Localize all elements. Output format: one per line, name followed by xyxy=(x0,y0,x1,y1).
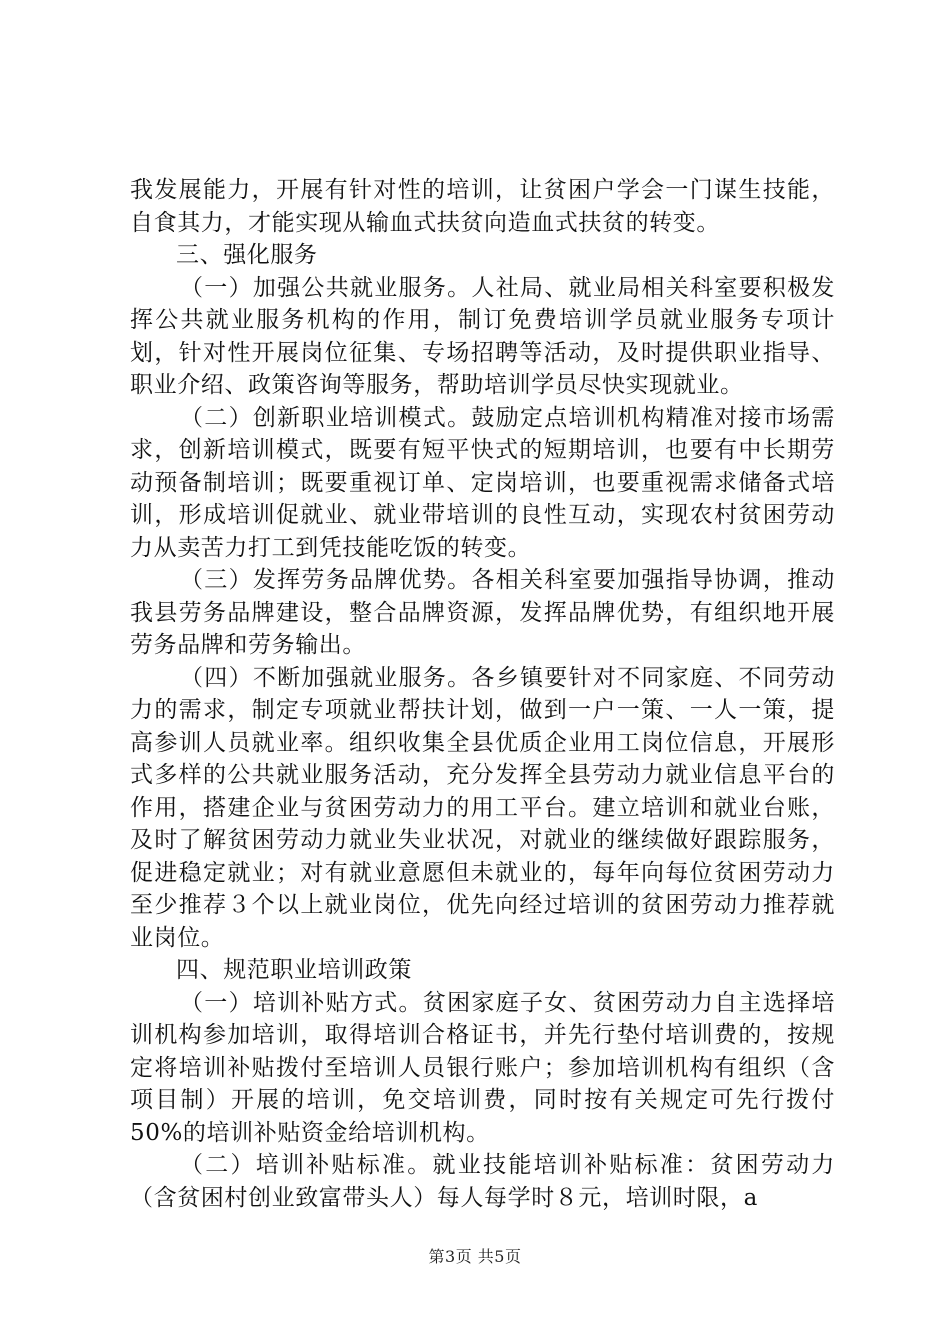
section-heading-3: 三、强化服务 xyxy=(176,242,318,268)
paragraph-item: （三）发挥劳务品牌优势。各相关科室要加强指导协调，推动我县劳务品牌建设，整合品牌资源，发挥品牌优势，有组织地开展劳务品牌和劳务输出。 xyxy=(130,567,835,658)
page-footer: 第3页 共5页 xyxy=(428,1247,522,1266)
paragraph-item: （一）培训补贴方式。贫困家庭子女、贫困劳动力自主选择培训机构参加培训，取得培训合格证书，并先行垫付培训费的，按规定将培训补贴拨付至培训人员银行账户；参加培训机构有组织（含项目制）开展的培训，免交培训费，同时按有关规定可先行拨付50%的培训补贴资金给培训机构。 xyxy=(130,989,835,1146)
document-body xyxy=(130,174,835,1214)
paragraph-item: （二）创新职业培训模式。鼓励定点培训机构精准对接市场需求，创新培训模式，既要有短平快式的短期培训，也要有中长期劳动预备制培训；既要重视订单、定岗培训，也要重视需求储备式培训，形成培训促就业、就业带培训的良性互动，实现农村贫困劳动力从卖苦力打工到凭技能吃饭的转变。 xyxy=(130,404,835,561)
paragraph-item: （二）培训补贴标准。就业技能培训补贴标准：贫困劳动力（含贫困村创业致富带头人）每人每学时８元，培训时限，a xyxy=(130,1152,835,1211)
paragraph-continuation: 我发展能力，开展有针对性的培训，让贫困户学会一门谋生技能，自食其力，才能实现从输血式扶贫向造血式扶贫的转变。 xyxy=(130,177,835,236)
paragraph-item: （一）加强公共就业服务。人社局、就业局相关科室要积极发挥公共就业服务机构的作用，制订免费培训学员就业服务专项计划，针对性开展岗位征集、专场招聘等活动，及时提供职业指导、职业介绍、政策咨询等服务，帮助培训学员尽快实现就业。 xyxy=(130,274,835,398)
paragraph-item: （四）不断加强就业服务。各乡镇要针对不同家庭、不同劳动力的需求，制定专项就业帮扶计划，做到一户一策、一人一策，提高参训人员就业率。组织收集全县优质企业用工岗位信息，开展形式多样的公共就业服务活动，充分发挥全县劳动力就业信息平台的作用，搭建企业与贫困劳动力的用工平台。建立培训和就业台账，及时了解贫困劳动力就业失业状况，对就业的继续做好跟踪服务，促进稳定就业；对有就业意愿但未就业的，每年向每位贫困劳动力至少推荐３个以上就业岗位，优先向经过培训的贫困劳动力推荐就业岗位。 xyxy=(130,664,835,951)
section-heading-4: 四、规范职业培训政策 xyxy=(176,957,412,983)
